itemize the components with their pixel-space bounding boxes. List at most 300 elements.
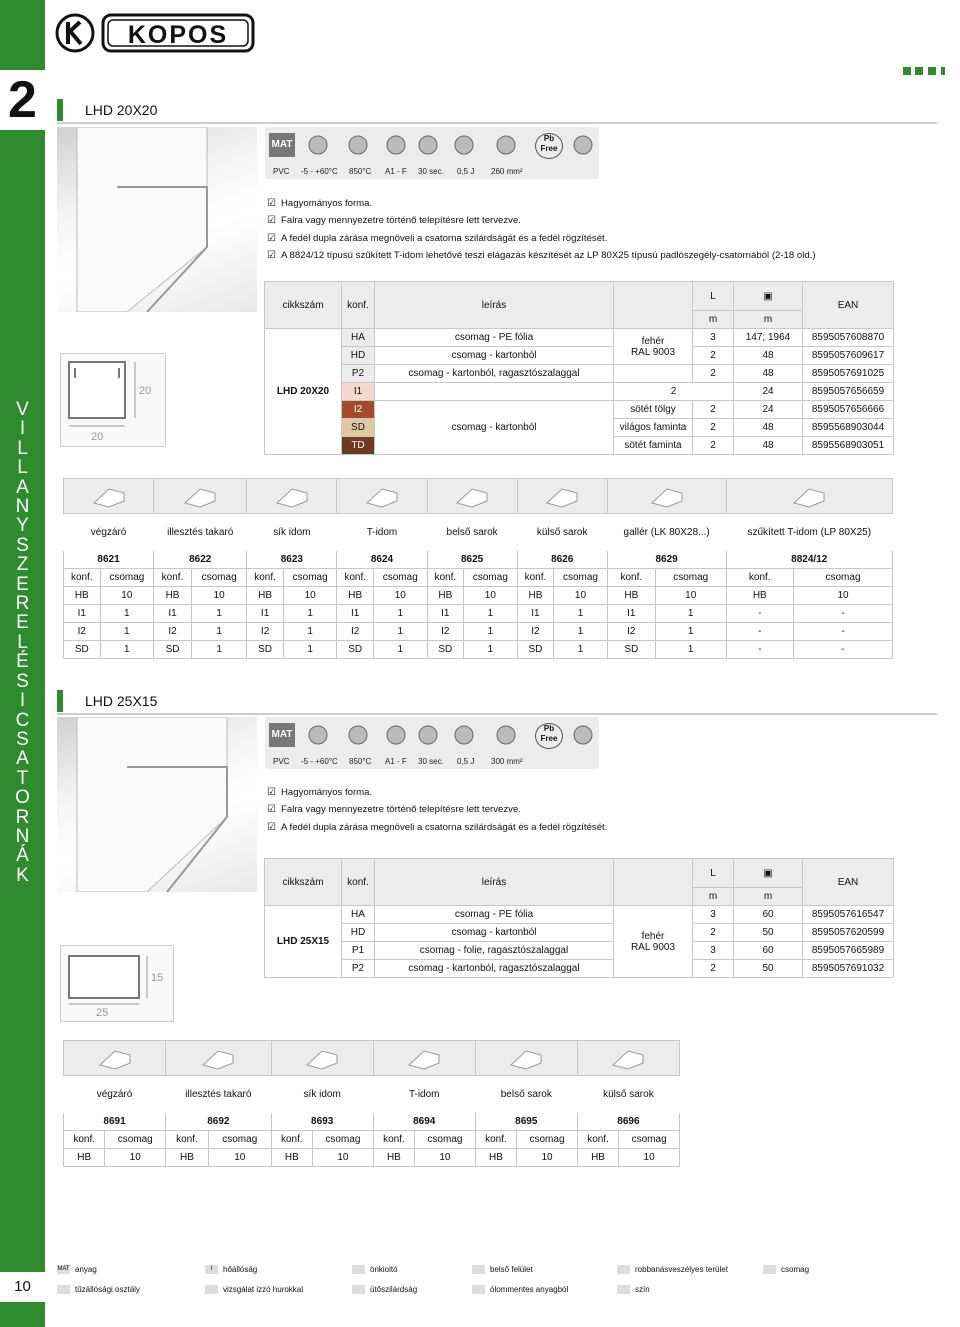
accessory-image <box>247 479 337 514</box>
accessory-cell: 10 <box>794 587 893 605</box>
sub-konf: konf. <box>607 569 655 587</box>
length-cell: 2 <box>693 437 734 455</box>
table-row <box>64 587 893 605</box>
legend-icon <box>617 1265 630 1274</box>
accessory-name: végzáró <box>64 514 154 551</box>
accessory-cell: I2 <box>607 623 655 641</box>
accessory-cell: 10 <box>464 587 518 605</box>
accessory-cell: I2 <box>337 623 374 641</box>
accessory-cell: HB <box>517 587 554 605</box>
sub-konf: konf. <box>166 1131 209 1149</box>
legend-label: belső felület <box>490 1265 533 1274</box>
impact-icon <box>451 133 477 157</box>
legend-label: tűzállósági osztály <box>75 1285 140 1294</box>
side-title-letter: S <box>16 534 29 556</box>
accessory-sub-row <box>64 1131 680 1149</box>
accessory-image <box>427 479 517 514</box>
accessory-cell: HB <box>154 587 192 605</box>
length-cell: 3 <box>693 329 734 347</box>
accessory-image <box>271 1041 373 1076</box>
accessory-code: 8626 <box>517 551 607 569</box>
accessory-cell: 1 <box>191 623 246 641</box>
table-row <box>265 942 894 960</box>
legend-icon <box>57 1285 70 1294</box>
glow-wire-icon <box>415 133 441 157</box>
accessory-cell: 1 <box>100 605 154 623</box>
accessory-cell: I2 <box>154 623 192 641</box>
legend-icon <box>352 1285 365 1294</box>
property-value: A1 - F <box>385 167 407 176</box>
product-title: LHD 20X20 <box>57 99 960 121</box>
sub-csomag: csomag <box>373 569 427 587</box>
side-title-letter: L <box>17 457 28 479</box>
ean-cell: 8595057609617 <box>803 347 894 365</box>
legend-label: hőállóság <box>223 1265 258 1274</box>
side-title-letter: E <box>16 612 29 634</box>
drawing-width: 20 <box>91 431 104 443</box>
accessory-code: 8694 <box>373 1113 475 1131</box>
pack-cell: 147; 1964 <box>734 329 803 347</box>
sub-csomag: csomag <box>619 1131 680 1149</box>
accessory-cell: HB <box>726 587 794 605</box>
accessory-cell: HB <box>427 587 464 605</box>
sub-konf: konf. <box>475 1131 516 1149</box>
accessory-cell: I1 <box>337 605 374 623</box>
legend-label: robbanásveszélyes terület <box>635 1265 728 1274</box>
accessory-table <box>63 1040 680 1167</box>
konf-cell: P1 <box>342 942 375 960</box>
feature-list <box>267 784 947 836</box>
pack-cell: 50 <box>734 924 803 942</box>
divider <box>57 122 937 124</box>
sub-konf: konf. <box>64 1131 105 1149</box>
side-title-letter: I <box>19 690 26 712</box>
accessory-cell: 1 <box>655 641 726 659</box>
accessory-cell: 10 <box>100 587 154 605</box>
accessory-cell: I1 <box>247 605 284 623</box>
accessory-name: végzáró <box>64 1076 166 1113</box>
material-label: MAT <box>271 729 293 740</box>
ean-cell: 8595057656666 <box>803 401 894 419</box>
accessory-cell: SD <box>154 641 192 659</box>
feature-item: ☑ Hagyományos forma. <box>267 784 947 801</box>
accessory-name: T-idom <box>373 1076 475 1113</box>
accessory-cell: I1 <box>154 605 192 623</box>
deco-square <box>915 67 923 75</box>
accessory-code: 8624 <box>337 551 427 569</box>
accessory-name: gallér (LK 80X28...) <box>607 514 726 551</box>
konf-cell: I1 <box>342 383 375 401</box>
sub-konf: konf. <box>64 569 101 587</box>
accessory-cell: 1 <box>554 623 608 641</box>
ean-cell: 8595057691025 <box>803 365 894 383</box>
accessory-cell: 1 <box>100 641 154 659</box>
product-title: LHD 25X15 <box>57 690 960 712</box>
side-title-letter: K <box>16 864 29 886</box>
accessory-image <box>577 1041 679 1076</box>
accessory-cell: 1 <box>191 641 246 659</box>
sub-konf: konf. <box>271 1131 312 1149</box>
sub-konf: konf. <box>577 1131 618 1149</box>
konf-cell: HD <box>342 924 375 942</box>
sub-konf: konf. <box>726 569 794 587</box>
accessory-name: T-idom <box>337 514 427 551</box>
table-row <box>265 401 894 419</box>
accessory-code: 8621 <box>64 551 154 569</box>
property-value: PVC <box>273 167 290 176</box>
cross-section-drawing <box>60 945 174 1022</box>
deco-square <box>941 67 945 75</box>
color-cell <box>614 906 693 978</box>
legend-label: ólommentes anyagból <box>490 1285 569 1294</box>
color-ral: RAL 9003 <box>630 941 676 953</box>
accessory-cell: 1 <box>283 605 337 623</box>
desc-cell: csomag - kartonból <box>375 347 614 365</box>
legend-item <box>205 1285 303 1294</box>
accessory-cell: HB <box>577 1149 618 1167</box>
pack-cell: 60 <box>734 906 803 924</box>
sub-konf: konf. <box>517 569 554 587</box>
accessory-cell: 1 <box>373 641 427 659</box>
accessory-cell: I2 <box>427 623 464 641</box>
accessory-cell: I2 <box>64 623 101 641</box>
legend-item <box>763 1265 809 1274</box>
pack-cell: 48 <box>734 419 803 437</box>
accessory-name: illesztés takaró <box>166 1076 272 1113</box>
accessory-cell: 10 <box>313 1149 374 1167</box>
color-cell <box>614 329 693 365</box>
accessory-cell: I1 <box>517 605 554 623</box>
material-icon <box>269 723 295 747</box>
decor-cell: sötét faminta <box>614 437 693 455</box>
table-row <box>265 347 894 365</box>
fire-class-icon <box>383 133 409 157</box>
sub-csomag: csomag <box>517 1131 578 1149</box>
sub-csomag: csomag <box>208 1131 271 1149</box>
side-title-letter: T <box>16 767 29 789</box>
accessory-name: külső sarok <box>517 514 607 551</box>
accessory-cell: - <box>726 605 794 623</box>
accessory-cell: 10 <box>373 587 427 605</box>
property-value: 30 sec. <box>418 167 444 176</box>
accessory-cell: SD <box>247 641 284 659</box>
legend-label: vizsgálat izzó hurokkal <box>223 1285 304 1294</box>
thermometer-icon <box>305 133 331 157</box>
legend-label: ütőszilárdság <box>370 1285 418 1294</box>
sub-csomag: csomag <box>100 569 154 587</box>
length-cell: 2 <box>693 347 734 365</box>
konf-cell: P2 <box>342 960 375 978</box>
legend-item <box>352 1285 417 1294</box>
sub-csomag: csomag <box>464 569 518 587</box>
side-title-letter: O <box>15 787 30 809</box>
accessory-cell: HB <box>247 587 284 605</box>
pb-label: Pb <box>543 134 555 143</box>
length-cell: 2 <box>693 924 734 942</box>
accessory-cell: 1 <box>191 605 246 623</box>
sub-konf: konf. <box>154 569 192 587</box>
property-value: A1 - F <box>385 757 407 766</box>
accessory-image <box>64 479 154 514</box>
konf-cell: HA <box>342 329 375 347</box>
accessory-cell: HB <box>475 1149 516 1167</box>
col-ean: EAN <box>803 859 894 906</box>
property-value: PVC <box>273 757 290 766</box>
pack-cell: 48 <box>734 365 803 383</box>
accessory-cell: 1 <box>100 623 154 641</box>
accessory-sub-row <box>64 569 893 587</box>
accessory-code: 8696 <box>577 1113 679 1131</box>
col-desc: leírás <box>375 859 614 906</box>
accessory-table <box>63 478 893 659</box>
property-value: -5 - +60°C <box>301 757 338 766</box>
sub-csomag: csomag <box>415 1131 476 1149</box>
material-icon <box>269 133 295 157</box>
accessory-cell: - <box>726 623 794 641</box>
legend-item <box>472 1285 568 1294</box>
property-icon-strip <box>265 127 599 179</box>
legend-icon <box>352 1265 365 1274</box>
accessory-cell: 1 <box>554 605 608 623</box>
lead-free-icon <box>535 133 563 159</box>
accessory-cell: HB <box>271 1149 312 1167</box>
desc-cell: csomag - kartonból <box>375 924 614 942</box>
accessory-cell: HB <box>64 1149 105 1167</box>
feature-item: ☑ A fedél dupla zárása megnöveli a csatorna szilárdságát és a fedél rögzítését. <box>267 230 947 247</box>
pack-cell: 60 <box>734 942 803 960</box>
desc-cell <box>375 383 614 401</box>
legend-label: anyag <box>75 1265 97 1274</box>
accessory-cell: I2 <box>247 623 284 641</box>
length-cell: 2 <box>693 960 734 978</box>
col-code: cikkszám <box>265 859 342 906</box>
accessory-cell: SD <box>64 641 101 659</box>
accessory-cell: I1 <box>64 605 101 623</box>
col-length: L <box>693 282 734 311</box>
feature-item: ☑ A fedél dupla zárása megnöveli a csatorna szilárdságát és a fedél rögzítését. <box>267 819 947 836</box>
accessory-image-row <box>64 479 893 514</box>
accessory-cell: 10 <box>517 1149 578 1167</box>
material-label: MAT <box>271 139 293 150</box>
decor-cell: sötét tölgy <box>614 401 693 419</box>
product-code: LHD 20X20 <box>265 329 342 455</box>
sub-csomag: csomag <box>105 1131 166 1149</box>
accessory-image <box>475 1041 577 1076</box>
accessory-code: 8691 <box>64 1113 166 1131</box>
accessory-code: 8693 <box>271 1113 373 1131</box>
col-desc: leírás <box>375 282 614 329</box>
table-row <box>265 365 894 383</box>
side-title <box>0 400 45 885</box>
surface-icon <box>493 133 519 157</box>
col-code: cikkszám <box>265 282 342 329</box>
product-photo <box>57 127 257 312</box>
accessory-code: 8622 <box>154 551 247 569</box>
pb-label: Pb <box>543 724 555 733</box>
lead-free-icon <box>535 723 563 749</box>
desc-cell: csomag - folie, ragasztószalaggal <box>375 942 614 960</box>
load-value: 260 mm² <box>491 167 523 176</box>
accessory-code: 8623 <box>247 551 337 569</box>
unit-m: m <box>693 311 734 329</box>
surface-icon <box>493 723 519 747</box>
accessory-cell: - <box>794 605 893 623</box>
accessory-cell: 1 <box>283 641 337 659</box>
property-value: -5 - +60°C <box>301 167 338 176</box>
pack-cell: 50 <box>734 960 803 978</box>
accessory-cell: 1 <box>464 641 518 659</box>
explosion-icon <box>570 133 596 157</box>
flame-icon <box>345 723 371 747</box>
accessory-code: 8629 <box>607 551 726 569</box>
product-table <box>264 281 894 455</box>
desc-cell: csomag - kartonból, ragasztószalaggal <box>375 365 614 383</box>
side-title-letter: Z <box>16 554 29 576</box>
ean-cell: 8595057620599 <box>803 924 894 942</box>
color-name: fehér <box>641 930 665 942</box>
decor-cell: világos faminta <box>614 419 693 437</box>
ean-cell: 8595057665989 <box>803 942 894 960</box>
konf-cell: TD <box>342 437 375 455</box>
col-color <box>614 859 693 906</box>
accessory-cell: 1 <box>283 623 337 641</box>
side-title-letter: É <box>16 651 29 673</box>
accessory-cell: SD <box>337 641 374 659</box>
legend-item <box>617 1265 728 1274</box>
accessory-cell: I1 <box>427 605 464 623</box>
sub-konf: konf. <box>427 569 464 587</box>
flame-icon <box>345 133 371 157</box>
product-table <box>264 858 894 978</box>
kopos-logo <box>55 12 260 56</box>
feature-item: ☑ Hagyományos forma. <box>267 195 947 212</box>
legend-item <box>617 1285 650 1294</box>
feature-item: ☑ Falra vagy mennyezetre történő telepítésre lett tervezve. <box>267 801 947 818</box>
table-row <box>265 329 894 347</box>
accessory-image <box>166 1041 272 1076</box>
accessory-cell: SD <box>427 641 464 659</box>
legend-item <box>57 1285 140 1294</box>
accessory-code-row <box>64 551 893 569</box>
side-title-letter: L <box>17 631 28 653</box>
accessory-image <box>517 479 607 514</box>
pack-cell: 24 <box>734 401 803 419</box>
accessory-image <box>726 479 893 514</box>
side-title-letter: I <box>19 418 26 440</box>
accessory-image <box>373 1041 475 1076</box>
brand-text: KOPOS <box>127 21 229 49</box>
side-title-letter: S <box>16 728 29 750</box>
accessory-cell: HB <box>373 1149 414 1167</box>
product-code: LHD 25X15 <box>265 906 342 978</box>
sub-csomag: csomag <box>794 569 893 587</box>
chapter-number: 2 <box>0 70 45 130</box>
legend-label: csomag <box>781 1265 810 1274</box>
table-row <box>265 383 894 401</box>
accessory-cell: I1 <box>607 605 655 623</box>
accessory-cell: 1 <box>554 641 608 659</box>
accessory-image-row <box>64 1041 680 1076</box>
table-row <box>265 906 894 924</box>
accessory-cell: 1 <box>373 605 427 623</box>
divider <box>57 713 937 715</box>
table-row <box>64 641 893 659</box>
accessory-cell: 10 <box>105 1149 166 1167</box>
legend-item <box>352 1265 398 1274</box>
length-cell: 3 <box>693 906 734 924</box>
legend-item <box>472 1265 533 1274</box>
col-color <box>614 282 693 329</box>
table-header-row <box>265 282 894 311</box>
konf-cell: HA <box>342 906 375 924</box>
accessory-code: 8692 <box>166 1113 272 1131</box>
sub-konf: konf. <box>247 569 284 587</box>
accessory-cell: 1 <box>464 605 518 623</box>
konf-cell: P2 <box>342 365 375 383</box>
deco-square <box>928 67 936 75</box>
col-ean: EAN <box>803 282 894 329</box>
desc-cell: csomag - PE fólia <box>375 329 614 347</box>
table-row <box>64 1149 680 1167</box>
pack-cell: 24 <box>734 383 803 401</box>
accessory-cell: 10 <box>554 587 608 605</box>
side-title-letter: V <box>16 399 29 420</box>
legend-icon: I <box>205 1265 218 1274</box>
legend-icon <box>205 1285 218 1294</box>
glow-wire-icon <box>415 723 441 747</box>
unit-m: m <box>734 311 803 329</box>
drawing-height: 20 <box>139 385 152 397</box>
accessory-cell: I2 <box>517 623 554 641</box>
accessory-image <box>64 1041 166 1076</box>
impact-icon <box>451 723 477 747</box>
accessory-name: illesztés takaró <box>154 514 247 551</box>
property-icon-strip <box>265 717 599 769</box>
feature-item: ☑ Falra vagy mennyezetre történő telepítésre lett tervezve. <box>267 212 947 229</box>
table-row <box>265 924 894 942</box>
sub-csomag: csomag <box>313 1131 374 1149</box>
konf-cell: I2 <box>342 401 375 419</box>
explosion-icon <box>570 723 596 747</box>
pack-cell: 48 <box>734 437 803 455</box>
unit-m: m <box>693 888 734 906</box>
feature-item: ☑ A 8824/12 típusú szűkített T-idom lehetővé teszi elágazás készítését az LP 80X25 típusú padlószegély-csatornából (2-18 old.) <box>267 247 947 264</box>
accessory-cell: HB <box>166 1149 209 1167</box>
free-label: Free <box>540 734 558 743</box>
accessory-cell: - <box>794 641 893 659</box>
page-number: 10 <box>0 1272 45 1302</box>
sub-konf: konf. <box>337 569 374 587</box>
sub-konf: konf. <box>373 1131 414 1149</box>
accessory-cell: 1 <box>464 623 518 641</box>
property-value: 0,5 J <box>457 167 475 176</box>
accessory-cell: HB <box>64 587 101 605</box>
accessory-cell: 10 <box>208 1149 271 1167</box>
accessory-name: belső sarok <box>475 1076 577 1113</box>
property-value: 30 sec. <box>418 757 444 766</box>
side-title-letter: R <box>15 593 30 615</box>
accessory-code-row <box>64 1113 680 1131</box>
accessory-name: sík idom <box>271 1076 373 1113</box>
accessory-cell: HB <box>607 587 655 605</box>
accessory-cell: - <box>794 623 893 641</box>
side-title-letter: A <box>16 476 29 498</box>
konf-cell: HD <box>342 347 375 365</box>
accessory-name: belső sarok <box>427 514 517 551</box>
unit-m: m <box>734 888 803 906</box>
accessory-image <box>607 479 726 514</box>
property-value: 850°C <box>349 167 372 176</box>
